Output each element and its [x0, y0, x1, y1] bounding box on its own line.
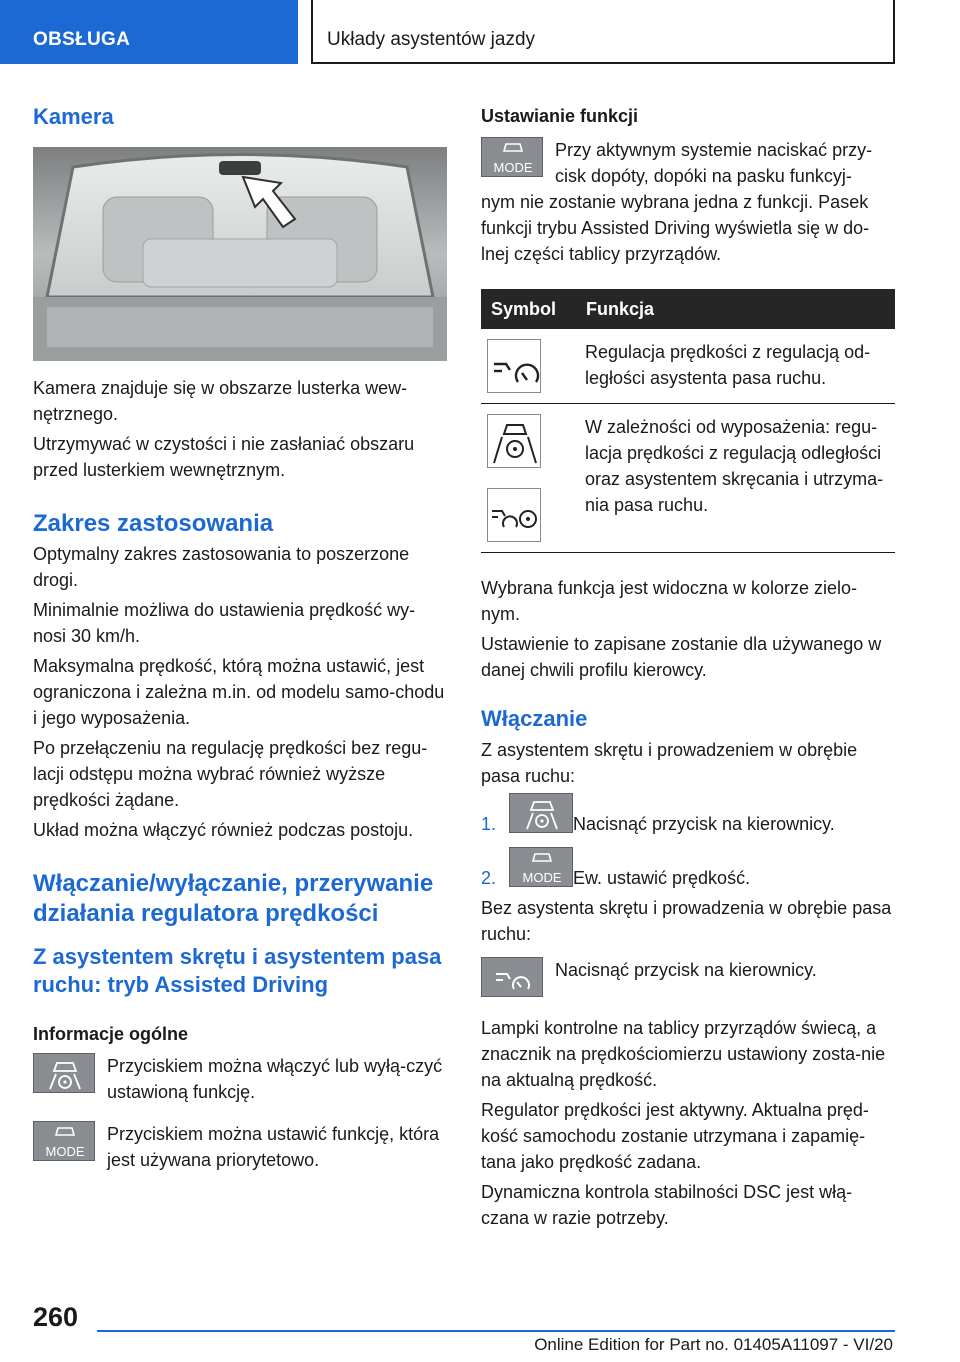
dsc-text: Dynamiczna kontrola stabilności DSC jest włą-czana w razie potrzeby. [481, 1182, 853, 1228]
zakres-text-1: Optymalny zakres zastosowania to poszerzone drogi. [33, 544, 410, 590]
camera-location-photo [33, 147, 447, 361]
step-2-number: 2. [481, 868, 497, 888]
page-header-title: Układy asystentów jazdy [311, 0, 895, 64]
table-row [481, 329, 895, 404]
table-row [481, 404, 895, 553]
info-row-2 [33, 1121, 447, 1173]
lamps-text: Lampki kontrolne na tablicy przyrządów świecą, a znacznik na prędkościomierzu ustawiony zosta-nie na aktualną prędkość. [481, 1018, 886, 1090]
assist-button-icon [33, 1053, 95, 1093]
green-text: Wybrana funkcja jest widoczna w kolorze zielo-nym. [481, 578, 857, 624]
table-cell-function: Regulacja prędkości z regulacją od-ległości asystenta pasa ruchu. [585, 342, 871, 388]
zakres-text-4: Po przełączeniu na regulację prędkości bez regu-lacji odstępu można wybrać również wyższe prędkości żądane. [33, 738, 428, 810]
mode-label: MODE [493, 160, 533, 175]
zakres-text-5: Układ można włączyć również podczas postoju. [33, 820, 414, 840]
assist-lane-symbol-icon [487, 414, 541, 468]
speed-button-icon [481, 957, 543, 997]
mode-button-icon [481, 137, 543, 177]
mode-button-icon [33, 1121, 95, 1161]
mode-label: MODE [522, 870, 562, 885]
footer-divider [97, 1330, 895, 1332]
wlaczanie-wylaczanie-heading: Włączanie/wyłączanie, przerywanie działania regulatora prędkości [33, 870, 434, 927]
with-assist-text: Z asystentem skrętu i prowadzeniem w obrębie pasa ruchu: [481, 740, 858, 786]
zakres-heading: Zakres zastosowania [33, 510, 274, 537]
step-1-text: Nacisnąć przycisk na kierownicy. [573, 814, 835, 834]
info-text-1: Przyciskiem można włączyć lub wyłą-czyć ustawioną funkcję. [107, 1056, 443, 1102]
camera-text-1: Kamera znajduje się w obszarze lusterka wew-nętrznego. [33, 378, 408, 424]
speed-distance-symbol-icon [487, 339, 541, 393]
mode-label: MODE [45, 1144, 85, 1159]
without-assist-row [481, 957, 895, 997]
right-column [481, 96, 895, 1231]
profile-text: Ustawienie to zapisane zostanie dla używanego w danej chwili profilu kierowcy. [481, 634, 882, 680]
function-table [481, 289, 895, 553]
press-button-text: Nacisnąć przycisk na kierownicy. [555, 960, 817, 980]
informacje-heading: Informacje ogólne [33, 1024, 189, 1044]
zakres-text-2: Minimalnie możliwa do ustawienia prędkość wy-nosi 30 km/h. [33, 600, 416, 646]
step-2 [481, 847, 895, 891]
ustawianie-text-2: nym nie zostanie wybrana jedna z funkcji. Pasek funkcji trybu Assisted Driving wyświetla się w do-lnej części tablicy przyrządów. [481, 192, 870, 264]
mode-button-icon [509, 847, 573, 887]
info-text-2: Przyciskiem można ustawić funkcję, która jest używana priorytetowo. [107, 1124, 440, 1170]
left-column [33, 96, 447, 1173]
wlaczanie-heading: Włączanie [481, 706, 588, 731]
ustawianie-row [481, 137, 895, 189]
speed-steering-symbol-icon [487, 488, 541, 542]
ustawianie-text-1: Przy aktywnym systemie naciskać przy-cisk dopóty, dopóki na pasku funkcyj- [555, 140, 873, 186]
active-text: Regulator prędkości jest aktywny. Aktualna pręd-kość samochodu zostanie utrzymana i zapamię-tana jako prędkość zadana. [481, 1100, 869, 1172]
camera-heading: Kamera [33, 104, 114, 129]
step-2-text: Ew. ustawić prędkość. [573, 868, 751, 888]
without-assist-text: Bez asystenta skrętu i prowadzenia w obrębie pasa ruchu: [481, 898, 892, 944]
step-1-number: 1. [481, 814, 497, 834]
camera-text-2: Utrzymywać w czystości i nie zasłaniać obszaru przed lusterkiem wewnętrznym. [33, 434, 415, 480]
footer-edition: Online Edition for Part no. 01405A11097 - VI/20 [534, 1335, 893, 1354]
table-header-symbol: Symbol [481, 289, 575, 329]
zakres-text-3: Maksymalna prędkość, którą można ustawić, jest ograniczona i zależna m.in. od modelu samo-chodu i jego wyposażenia. [33, 656, 445, 728]
ustawianie-heading: Ustawianie funkcji [481, 106, 639, 126]
section-tab: OBSŁUGA [0, 0, 298, 64]
assisted-driving-heading: Z asystentem skrętu i asystentem pasa ruchu: tryb Assisted Driving [33, 944, 442, 997]
info-row-1 [33, 1053, 447, 1105]
assist-button-icon [509, 793, 573, 833]
table-cell-function: W zależności od wyposażenia: regu-lacja prędkości z regulacją odległości oraz asystentem skręcania i utrzyma-nia pasa ruchu. [585, 417, 884, 515]
step-1 [481, 793, 895, 837]
page-number: 260 [33, 1302, 79, 1332]
table-header-function: Funkcja [575, 289, 895, 329]
